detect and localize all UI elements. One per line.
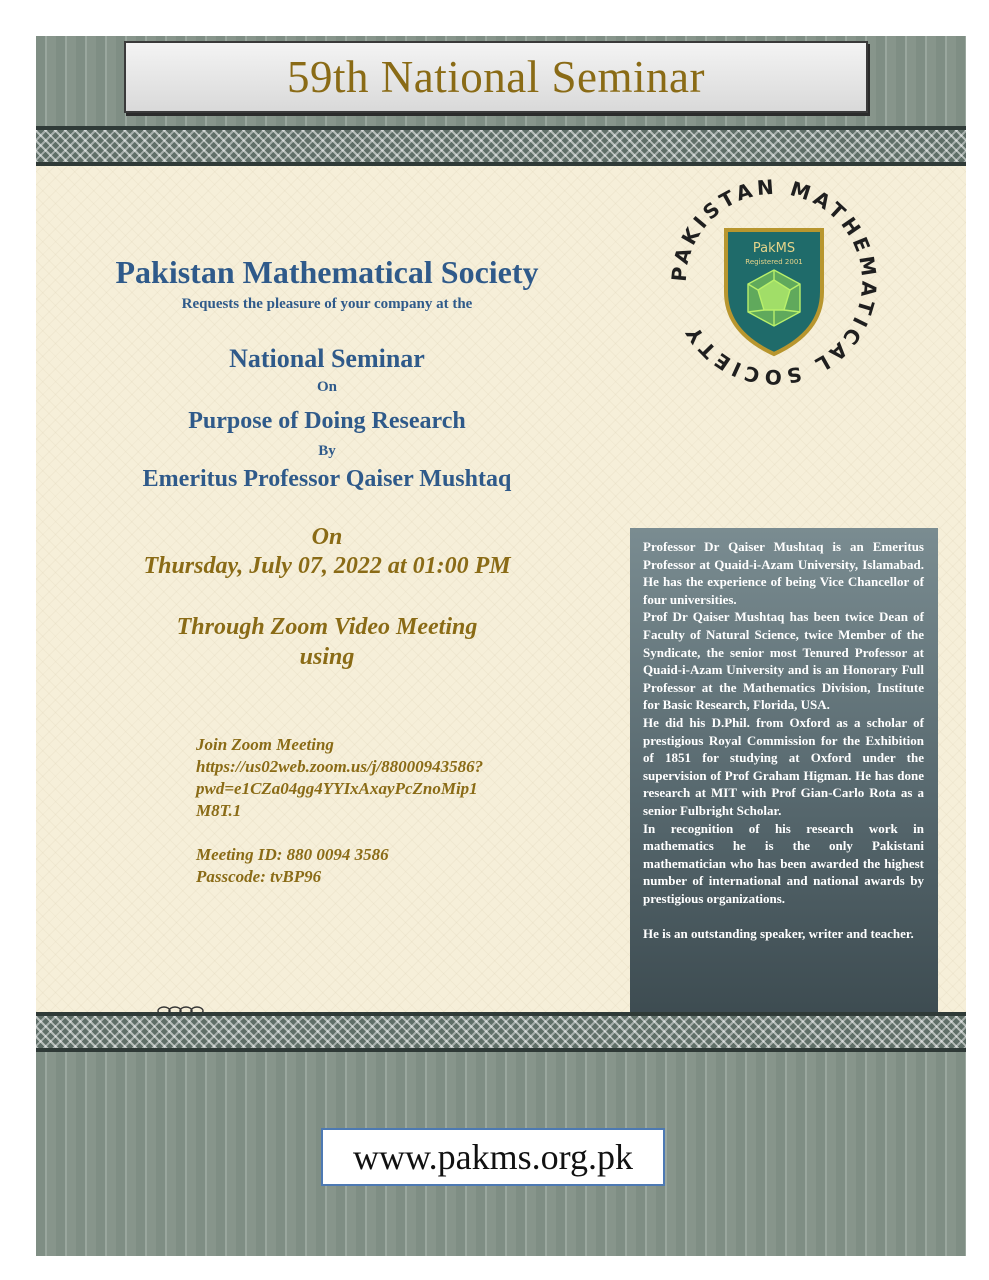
pakms-logo [664, 172, 884, 392]
footer-band [36, 1052, 966, 1256]
zoom-link[interactable] [196, 756, 536, 822]
logo-shield-subtitle: Registered 2001 [745, 258, 803, 266]
page-title: 59th National Seminar [287, 52, 705, 102]
society-name: Pakistan Mathematical Society [115, 254, 539, 290]
meeting-id: Meeting ID: 880 0094 3586 [196, 845, 389, 864]
lace-border-top [36, 126, 966, 166]
passcode: Passcode: tvBP96 [196, 867, 322, 886]
seminar-label: National Seminar [229, 344, 425, 373]
bio-paragraph: He is an outstanding speaker, writer and teacher. [643, 926, 914, 942]
poster [36, 36, 966, 1256]
website-box[interactable] [321, 1128, 665, 1186]
header-band [36, 36, 966, 126]
bio-paragraph: He did his D.Phil. from Oxford as a scholar of prestigious Royal Commission for the Exhibition of 1851 for studying at Oxford under the supervision of Prof Graham Higman. He has done research at MIT with Prof Gian-Carlo Rota as a senior Fulbright Scholar. [643, 714, 924, 818]
logo-ring-text: PAKISTAN MATHEMATICAL SOCIETY [666, 174, 882, 390]
invitation-panel [36, 166, 966, 1012]
zoom-details [196, 734, 536, 888]
bio-paragraph: Prof Dr Qaiser Mushtaq has been twice Dean of Faculty of Natural Science, twice Member of the Syndicate, the senior most Tenured Professor at Quaid-i-Azam University and is an Honorary Full Professor at the Mathematics Division, Institute for Basic Research, Florida, USA. [643, 609, 924, 713]
by-label: By [318, 443, 336, 459]
bio-paragraph: In recognition of his research work in mathematics he is the only Pakistani mathematician who has been awarded the highest number of international and national awards by prestigious organizations. [643, 820, 924, 906]
zoom-join-label: Join Zoom Meeting [196, 735, 334, 754]
seminar-date: Thursday, July 07, 2022 at 01:00 PM [143, 553, 511, 579]
speaker-name: Emeritus Professor Qaiser Mushtaq [142, 466, 512, 492]
using-label: using [299, 644, 355, 670]
venue-line: Through Zoom Video Meeting [176, 614, 478, 640]
on-label: On [316, 379, 337, 395]
website-link[interactable]: www.pakms.org.pk [353, 1137, 633, 1177]
seminar-topic: Purpose of Doing Research [188, 408, 466, 434]
on-date-label: On [311, 524, 343, 550]
lace-border-bottom [36, 1012, 966, 1052]
title-box [124, 41, 868, 113]
requests-line: Requests the pleasure of your company at the [181, 296, 473, 312]
zoom-link-line-2[interactable]: pwd=e1CZa04gg4YYIxAxayPcZnoMip1 [196, 779, 478, 798]
logo-shield-title: PakMS [752, 241, 796, 256]
bio-paragraph: Professor Dr Qaiser Mushtaq is an Emeritus Professor at Quaid-i-Azam University, Islamabad. He has the experience of being Vice Chancellor of four universities. [643, 539, 924, 607]
zoom-link-line-3[interactable]: M8T.1 [196, 801, 242, 820]
zoom-link-line-1[interactable]: https://us02web.zoom.us/j/88000943586? [196, 757, 484, 776]
